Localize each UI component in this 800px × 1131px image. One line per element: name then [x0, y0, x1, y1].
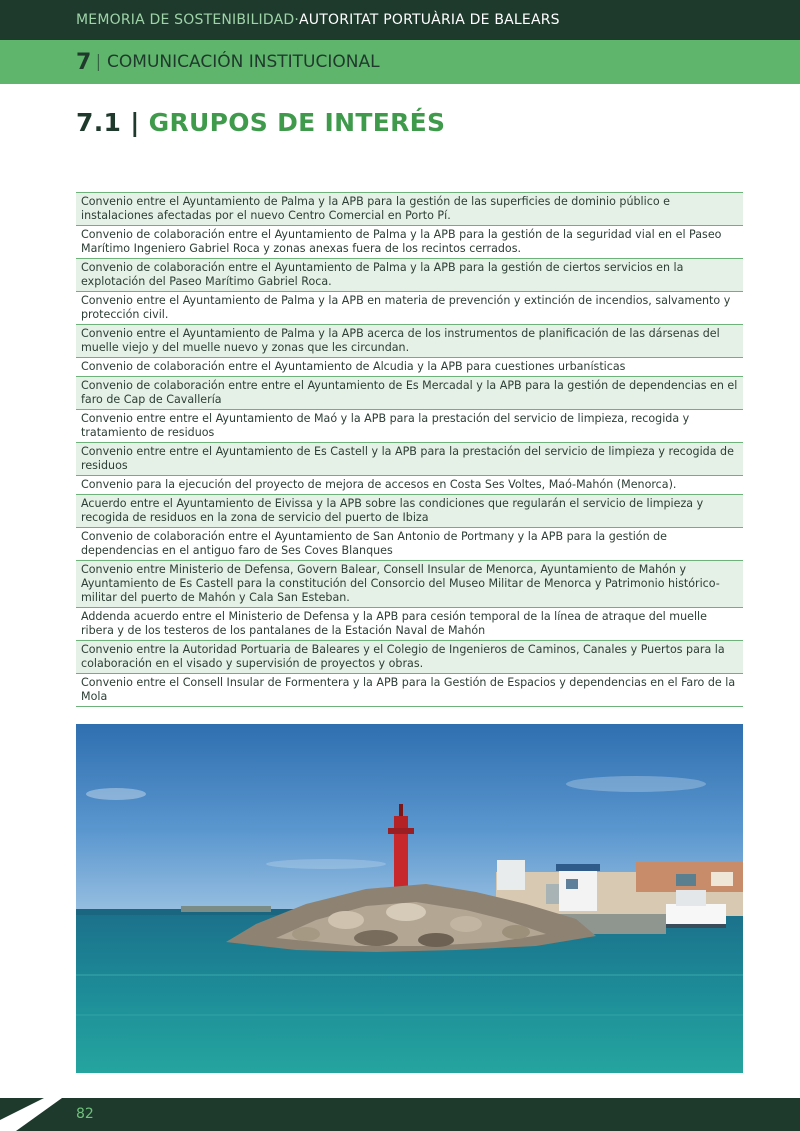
- section-heading: [76, 108, 445, 137]
- report-title: MEMORIA DE SOSTENIBILIDAD: [76, 12, 295, 28]
- agreement-row: Convenio de colaboración entre el Ayuntamiento de San Antonio de Portmany y la APB para la gestión de dependencias en el antiguo faro de Ses Coves Blanques: [76, 528, 743, 561]
- page-number: 82: [76, 1106, 94, 1122]
- agreement-row: Convenio entre Ministerio de Defensa, Govern Balear, Consell Insular de Menorca, Ayuntamiento de Mahón y Ayuntamiento de Es Castell para la constitución del Consorcio del Museo Militar de Menorca y Patrimonio histórico-militar del puerto de Mahón y Cala San Esteban.: [76, 561, 743, 608]
- organization-name: AUTORITAT PORTUÀRIA DE BALEARS: [299, 12, 560, 28]
- section-title: GRUPOS DE INTERÉS: [148, 108, 446, 137]
- lighthouse-breakwater-image: [76, 724, 743, 1073]
- agreement-row: Convenio entre el Consell Insular de Formentera y la APB para la Gestión de Espacios y dependencias en el Faro de la Mola: [76, 674, 743, 707]
- chapter-number: 7: [76, 49, 92, 75]
- section-number: 7.1: [76, 108, 122, 137]
- agreement-row: Acuerdo entre el Ayuntamiento de Eivissa y la APB sobre las condiciones que regularán el servicio de limpieza y recogida de residuos en la zona de servicio del puerto de Ibiza: [76, 495, 743, 528]
- agreement-row: Convenio entre el Ayuntamiento de Palma y la APB acerca de los instrumentos de planificación de las dársenas del muelle viejo y del muelle nuevo y zonas que les circundan.: [76, 325, 743, 358]
- agreement-row: Convenio entre el Ayuntamiento de Palma y la APB para la gestión de las superficies de dominio público e instalaciones afectadas por el nuevo Centro Comercial en Porto Pí.: [76, 193, 743, 226]
- agreements-list: [76, 192, 743, 707]
- agreement-row: Addenda acuerdo entre el Ministerio de Defensa y la APB para cesión temporal de la línea de atraque del muelle ribera y de los testeros de los pantalanes de la Estación Naval de Mahón: [76, 608, 743, 641]
- section-divider: |: [130, 108, 140, 137]
- agreement-row: Convenio entre el Ayuntamiento de Palma y la APB en materia de prevención y extinción de incendios, salvamento y protección civil.: [76, 292, 743, 325]
- agreement-row: Convenio entre entre el Ayuntamiento de Es Castell y la APB para la prestación del servicio de limpieza y recogida de residuos: [76, 443, 743, 476]
- agreement-row: Convenio de colaboración entre entre el Ayuntamiento de Es Mercadal y la APB para la gestión de dependencias en el faro de Cap de Cavallería: [76, 377, 743, 410]
- harbor-lighthouse-photo: [76, 724, 743, 1073]
- agreement-row: Convenio de colaboración entre el Ayuntamiento de Alcudia y la APB para cuestiones urbanísticas: [76, 358, 743, 377]
- header-separator: ·: [294, 12, 299, 28]
- footer-wedge-icon: [0, 1098, 62, 1131]
- page-footer: [0, 1098, 800, 1131]
- report-header-bar: [0, 0, 800, 40]
- chapter-divider: |: [95, 52, 102, 72]
- agreement-row: Convenio para la ejecución del proyecto de mejora de accesos en Costa Ses Voltes, Maó-Mahón (Menorca).: [76, 476, 743, 495]
- agreement-row: Convenio de colaboración entre el Ayuntamiento de Palma y la APB para la gestión de ciertos servicios en la explotación del Paseo Marítimo Gabriel Roca.: [76, 259, 743, 292]
- chapter-bar: [0, 40, 800, 84]
- agreement-row: Convenio entre entre el Ayuntamiento de Maó y la APB para la prestación del servicio de limpieza, recogida y tratamiento de residuos: [76, 410, 743, 443]
- agreement-row: Convenio entre la Autoridad Portuaria de Baleares y el Colegio de Ingenieros de Caminos, Canales y Puertos para la colaboración en el visado y supervisión de proyectos y obras.: [76, 641, 743, 674]
- chapter-title: COMUNICACIÓN INSTITUCIONAL: [107, 52, 380, 72]
- agreement-row: Convenio de colaboración entre el Ayuntamiento de Palma y la APB para la gestión de la seguridad vial en el Paseo Marítimo Ingeniero Gabriel Roca y zonas anexas fuera de los recintos cerrados.: [76, 226, 743, 259]
